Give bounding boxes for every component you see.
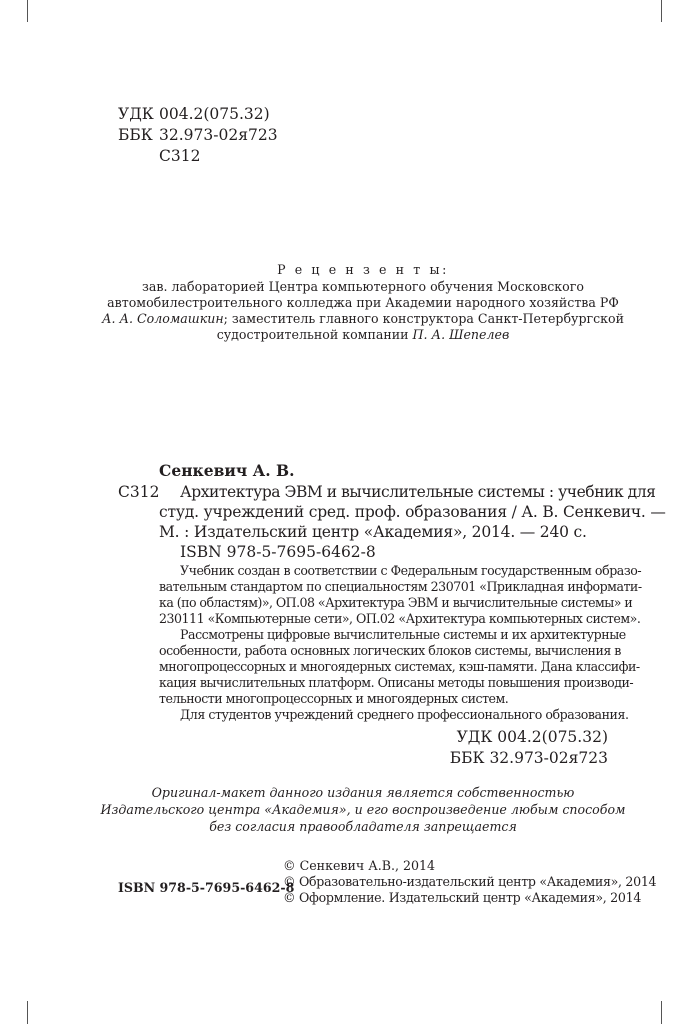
notice-line-1: Оригинал-макет данного издания является собственностью <box>151 785 575 800</box>
annotation-p1-line-1: Учебник создан в соответствии с Федеральным государственным образо- <box>180 563 642 578</box>
reviewer-line-3: А. А. Соломашкин; заместитель главного конструктора Санкт-Петербургской <box>101 311 625 326</box>
annotation-p1-line-4: 230111 «Компьютерные сети», ОП.02 «Архитектура компьютерных систем». <box>159 611 641 626</box>
annotation-p1-line-3: ка (по областям)», ОП.08 «Архитектура ЭВМ и вычислительные системы» и <box>159 595 633 610</box>
bibliography-isbn: ISBN 978-5-7695-6462-8 <box>180 543 376 561</box>
isbn-footer: ISBN 978-5-7695-6462-8 <box>118 880 295 895</box>
crop-mark-top-right <box>661 0 662 22</box>
annotation-p3-line: Для студентов учреждений среднего профессионального образования. <box>180 707 629 722</box>
crop-mark-bottom-right <box>661 1001 662 1024</box>
reviewers-heading: Р е ц е н з е н т ы: <box>277 262 449 277</box>
annotation-p2-line-1: Рассмотрены цифровые вычислительные системы и их архитектурные <box>180 627 626 642</box>
bibliography-title-line-1: Архитектура ЭВМ и вычислительные системы : учебник для <box>180 483 656 501</box>
udk-bottom: УДК 004.2(075.32) <box>456 728 608 746</box>
bibliography-mark: С312 <box>118 483 160 501</box>
author-mark: С312 <box>159 147 201 165</box>
annotation-p1-line-2: вательным стандартом по специальностям 230701 «Прикладная информати- <box>159 579 642 594</box>
copyright-line-3: © Оформление. Издательский центр «Академия», 2014 <box>283 890 642 905</box>
udk-value: 004.2(075.32) <box>159 105 270 123</box>
annotation-p2-line-5: тельности многопроцессорных и многоядерных систем. <box>159 691 509 706</box>
notice-line-2: Издательского центра «Академия», и его воспроизведение любым способом <box>100 802 626 817</box>
udk-label: УДК <box>118 105 154 123</box>
reviewer-line-2: автомобилестроительного колледжа при Академии народного хозяйства РФ <box>107 295 619 310</box>
crop-mark-top-left <box>27 0 28 22</box>
author-heading: Сенкевич А. В. <box>159 461 295 480</box>
bibliography-title-line-2: студ. учреждений сред. проф. образования / А. В. Сенкевич. — <box>159 503 666 521</box>
annotation-p2-line-2: особенности, работа основных логических блоков системы, вычисления в <box>159 643 621 658</box>
copyright-line-1: © Сенкевич А.В., 2014 <box>283 858 436 873</box>
reviewer-line-4: судостроительной компании П. А. Шепелев <box>216 327 510 342</box>
bbk-label: ББК <box>118 126 153 144</box>
notice-line-3: без согласия правообладателя запрещается <box>209 819 517 834</box>
annotation-p2-line-4: кация вычислительных платформ. Описаны методы повышения производи- <box>159 675 634 690</box>
reviewer-name-2: П. А. Шепелев <box>412 327 510 342</box>
bibliography-title-line-3: М. : Издательский центр «Академия», 2014. — 240 с. <box>159 523 587 541</box>
crop-mark-bottom-left <box>27 1001 28 1024</box>
bbk-value: 32.973-02я723 <box>159 126 278 144</box>
reviewer-name-1: А. А. Соломашкин <box>101 311 224 326</box>
copyright-line-2: © Образовательно-издательский центр «Академия», 2014 <box>283 874 657 889</box>
bbk-bottom: ББК 32.973-02я723 <box>449 749 608 767</box>
annotation-p2-line-3: многопроцессорных и многоядерных системах, кэш-памяти. Дана классифи- <box>159 659 640 674</box>
reviewer-line-1: зав. лабораторией Центра компьютерного обучения Московского <box>142 279 584 294</box>
